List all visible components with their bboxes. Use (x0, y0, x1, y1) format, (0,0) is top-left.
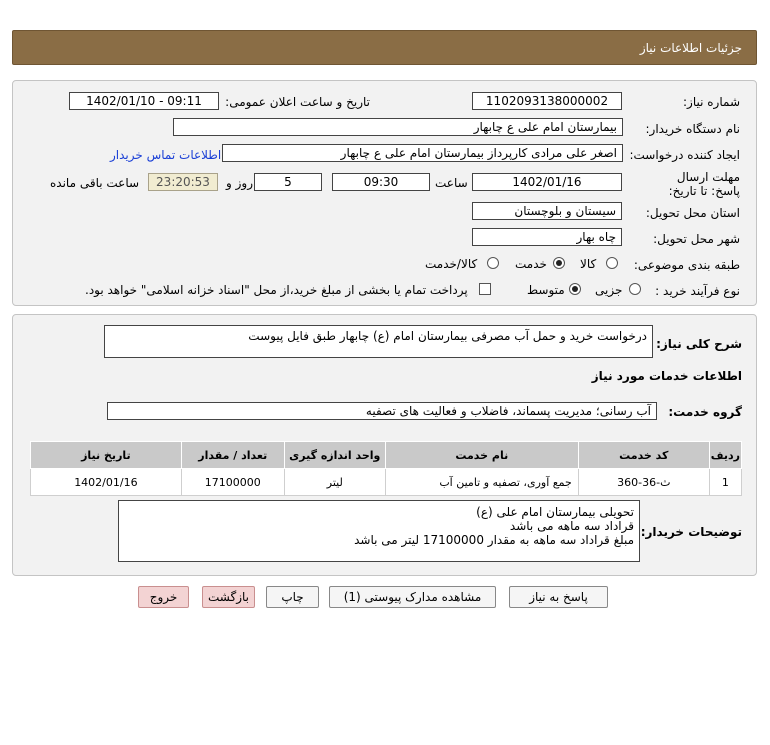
deadline-label: مهلت ارسال پاسخ: تا تاریخ: (668, 170, 740, 198)
category-option-goods: کالا (580, 257, 597, 271)
col-quantity: تعداد / مقدار (181, 442, 284, 469)
cell-service-name: جمع آوری، تصفیه و تامین آب (385, 469, 578, 496)
province-label: استان محل تحویل: (645, 206, 740, 220)
col-service-code: کد خدمت (578, 442, 709, 469)
category-radio-goods-service[interactable] (487, 257, 499, 269)
buyer-org-label: نام دستگاه خریدار: (645, 122, 740, 136)
page-header (12, 30, 757, 65)
cell-unit: لیتر (284, 469, 385, 496)
category-option-goods-service: کالا/خدمت (425, 257, 478, 271)
category-radio-goods[interactable] (606, 257, 618, 269)
summary-field: درخواست خرید و حمل آب مصرفی بیمارستان امام (ع) چابهار طبق فایل پیوست (104, 325, 653, 358)
col-need-date: تاریخ نیاز (31, 442, 182, 469)
category-label: طبقه بندی موضوعی: (633, 258, 740, 272)
process-option-medium: متوسط (527, 283, 565, 297)
process-radio-minor[interactable] (629, 283, 641, 295)
process-label: نوع فرآیند خرید : (655, 284, 740, 298)
print-button[interactable]: چاپ (266, 586, 319, 608)
process-radio-medium[interactable] (569, 283, 581, 295)
need-info-panel (12, 80, 757, 306)
reply-button[interactable]: پاسخ به نیاز (509, 586, 608, 608)
table-row (31, 469, 742, 496)
view-attachments-button[interactable]: مشاهده مدارک پیوستی (1) (329, 586, 496, 608)
remaining-days-field: 5 (254, 173, 322, 191)
buyer-notes-line: قراداد سه ماهه می باشد (509, 519, 634, 533)
buyer-notes-label: توضیحات خریدار: (640, 525, 742, 539)
remaining-time-label: ساعت باقی مانده (50, 176, 140, 190)
buyer-notes-line: مبلغ قراداد سه ماهه به مقدار 17100000 لیتر می باشد (354, 533, 634, 547)
need-number-field: 1102093138000002 (472, 92, 622, 110)
summary-label: شرح کلی نیاز: (656, 337, 742, 351)
cell-need-date: 1402/01/16 (31, 469, 182, 496)
deadline-time-label: ساعت (435, 176, 468, 190)
col-unit: واحد اندازه گیری (284, 442, 385, 469)
cell-quantity: 17100000 (181, 469, 284, 496)
services-table-header (31, 442, 742, 469)
requester-label: ایجاد کننده درخواست: (629, 148, 740, 162)
exit-button[interactable]: خروج (138, 586, 189, 608)
category-option-service: خدمت (515, 257, 547, 271)
buyer-org-field: بیمارستان امام علی ع چابهار (173, 118, 623, 136)
need-number-label: شماره نیاز: (683, 95, 740, 109)
city-label: شهر محل تحویل: (653, 232, 740, 246)
treasury-payment-checkbox[interactable] (479, 283, 491, 295)
announce-datetime-field: 1402/01/10 - 09:11 (69, 92, 219, 110)
buyer-notes-line: تحویلی بیمارستان امام علی (ع) (476, 505, 634, 519)
deadline-date-field: 1402/01/16 (472, 173, 622, 191)
service-group-label: گروه خدمت: (668, 405, 742, 419)
cell-service-code: ث-36-360 (578, 469, 709, 496)
deadline-time-field: 09:30 (332, 173, 430, 191)
col-service-name: نام خدمت (385, 442, 578, 469)
province-field: سیستان و بلوچستان (472, 202, 622, 220)
buyer-notes-field (118, 500, 640, 562)
remaining-days-label: روز و (226, 176, 253, 190)
remaining-time-field: 23:20:53 (148, 173, 218, 191)
services-title: اطلاعات خدمات مورد نیاز (591, 369, 742, 383)
col-row: ردیف (709, 442, 741, 469)
services-table (30, 441, 742, 496)
city-field: چاه بهار (472, 228, 622, 246)
requester-field: اصغر علی مرادی کارپرداز بیمارستان امام علی ع چابهار (222, 144, 623, 162)
buyer-contact-link[interactable]: اطلاعات تماس خریدار (110, 148, 222, 162)
page-title: جزئیات اطلاعات نیاز (639, 41, 742, 55)
treasury-payment-note: پرداخت تمام یا بخشی از مبلغ خرید،از محل "اسناد خزانه اسلامی" خواهد بود. (85, 283, 468, 297)
announce-datetime-label: تاریخ و ساعت اعلان عمومی: (225, 95, 370, 109)
service-group-field: آب رسانی؛ مدیریت پسماند، فاضلاب و فعالیت های تصفیه (107, 402, 657, 420)
category-radio-service[interactable] (553, 257, 565, 269)
back-button[interactable]: بازگشت (202, 586, 255, 608)
process-option-minor: جزیی (595, 283, 623, 297)
cell-row: 1 (709, 469, 741, 496)
